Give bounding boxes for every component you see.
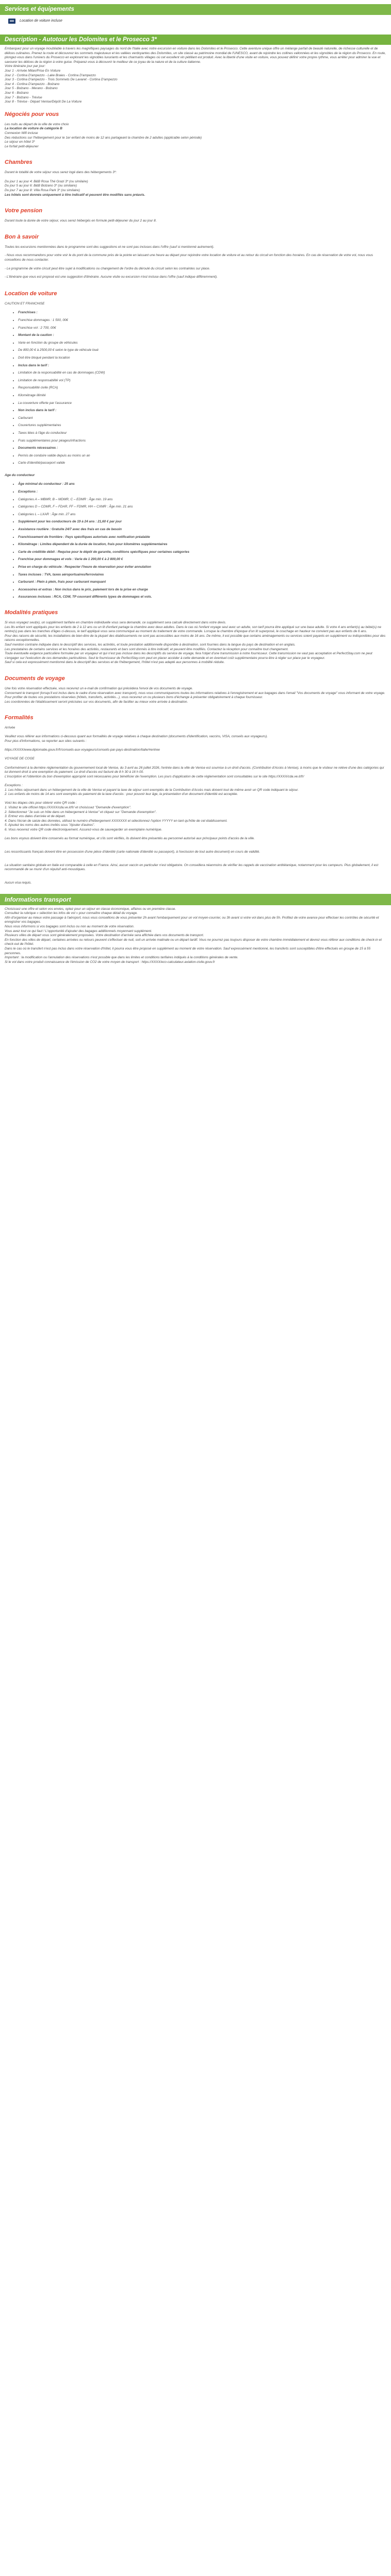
driver-age-item: • Assistance routière : Gratuite 24/7 avec des frais en cas de besoin	[18, 528, 386, 532]
itinerary-day: Jour 4 - Cortina D'ampezzo - Bolzano	[5, 82, 60, 86]
itinerary-day: Jour 5 - Bolzano - Merano - Bolzano	[5, 87, 58, 91]
room-item: Du jour 5 au jour 6: B&B Bolzano 3* (ou similaire)	[5, 184, 77, 188]
driver-age-title: Age du conducteur	[5, 473, 35, 477]
driver-age-item: • Carburant : Plein à plein, frais pour carburant manquant	[18, 580, 386, 585]
car-rental-item: • Varie en fonction du groupe de véhicules	[18, 341, 386, 346]
driver-age-item: • Kilométrage : Limites dépendent de la durée de location, frais pour kilomètres supplémentaires	[18, 543, 386, 547]
car-rental-item: • Montant de la caution :	[18, 333, 386, 338]
itinerary-day: Jour 2 - Cortina D'ampezzo - Lake Braies - Cortina D'ampezzo	[5, 73, 96, 77]
negotiated-item: Le forfait petit-déjeuner	[5, 144, 39, 148]
practical-title: Modalités pratiques	[5, 609, 58, 616]
car-rental-subtitle: CAUTION ET FRANCHISE	[5, 301, 45, 306]
pension-text: Durant toute la durée de votre séjour, vous serez hébergés en formule petit-déjeuner du jour 2 au jour 8.	[5, 219, 157, 223]
documents-title: Documents de voyage	[5, 675, 65, 682]
transport-body	[0, 905, 391, 970]
car-rental-item: • Documents nécessaires :	[18, 446, 386, 451]
car-rental-item: • Permis de conduire valide depuis au moins un an	[18, 454, 386, 459]
driver-age-item: • Âge minimal du conducteur : 25 ans	[18, 482, 386, 487]
driver-age-item: • Catégories D – CDMR, F – FDAR, FF – FDMR, HH – CXMR : Âge min. 21 ans	[18, 505, 386, 510]
car-rental-item: • Limitation de responsabilité vol (TP)	[18, 379, 386, 383]
driver-age-item: • Catégories A – MBMR, B – MDMR, C – EDMR : Âge min. 19 ans	[18, 498, 386, 502]
negotiated-title: Négociés pour vous	[5, 111, 59, 117]
description-header	[0, 35, 391, 45]
itinerary-day: Jour 7 - Bolzano - Trévise	[5, 95, 42, 99]
itinerary-title: Votre itinéraire jour par jour:	[5, 64, 45, 69]
car-rental-item: • Franchises :	[18, 311, 386, 315]
car-rental-item: • Carte d'identité/passeport valide	[18, 461, 386, 466]
car-rental-item: • La couverture offerte par l'assurance	[18, 401, 386, 406]
transport-title: Informations transport	[5, 895, 71, 903]
description-title: Description - Autotour les Dolomites et le Prosecco 3*	[5, 37, 157, 43]
description-body	[0, 45, 391, 891]
driver-age-item: • Carte de crédit/de débit : Requise pour le dépôt de garantie, conditions spécifiques pour certaines catégories	[18, 550, 386, 555]
page	[0, 0, 391, 970]
services-title: Services et équipements	[5, 6, 74, 12]
formalities-title: Formalités	[5, 715, 34, 721]
car-icon	[8, 19, 15, 24]
car-rental-item: • Kilométrage illimité	[18, 394, 386, 398]
driver-age-list	[5, 482, 386, 600]
driver-age-item: • Taxes incluses : TVA, taxes aéroportuaires/ferroviaires	[18, 573, 386, 578]
transport-text: Choisissez une offre et selon vos envies, optez pour un séjour en classe économique, affaires ou en première classe. Consultez la rubrique « sélection les infos de vol » pour connaître chaque détail du voyage. Afin d'organiser au mieux votre passage à l'aéroport, nous vous conseillons de vous présenter 2h avant l'embarquement pour un vol moyen-courrier, ou 3h avant si votre vol dans plus de 5h. Profitez de votre avance pour effectuer les contrôles de sécurité et enregistrer vos bagages. Nous vous informons si vos bagages sont inclus ou non au moment de votre réservation. Vous avez tout ce qui faut ! L'opportunité d'ajouter des bagages additionnels moyennant supplément. Plusieurs villes de départ vous sont généralement proposées. Votre destination d'arrivée sera affichée dans vos documents de transport. En fonction des villes de départ, certaines arrivées ou retours peuvent s'effectuer de nuit, soit un arrivée matinale ou un départ tardif. Vous ne pourrez pas toujours disposer de votre chambre immédiatement et devrez vous référer aux conditions de check-in et check-out de l'hôtel. Dans le cas où le transfert n'est pas inclus dans votre réservation d'hôtel, il pourra vous être proposé en supplément au moment de votre réservation. Sauf expressément mentionné, les transferts sont susceptibles d'être effectués en groupe de 15 à 55 personnes. Important : la modification ou l'annulation des réservations n'est possible que dans les limites et conditions tarifaires indiqués à la conditions générales de vente. Si le vol dans votre produit connaissance de l'émission de CO2 de votre moyen de transport : https://XXXX/eco-calculateur.aviation-civile.gouv.fr	[5, 907, 382, 964]
good-to-know-item: - Le programme de votre circuit peut être sujet à modifications ou changement de l'ordre du déroulé du circuit selon les contraintes sur place.	[5, 266, 210, 270]
driver-age-item: • Prise en charge du véhicule : Respecter l'heure de réservation pour éviter annulation	[18, 565, 386, 570]
car-rental-list	[5, 311, 386, 465]
services-item	[0, 15, 391, 27]
documents-text: Une fois votre réservation effectuée, vous recevrez un e-mail de confirmation qui précédera l'envoi de vos documents de voyage. Concernant le transport (lorsqu'il est inclus dans le cadre d'une réservation avec transport), nous vous communiquerons toutes les informations relatives à l'enregistrement et aux bagages dans l'email "Vos documents de voyage" vous informant de votre voyage. Pour profiter de toutes vos prestations réservées (hôtels, transferts, activités...), vous recevrez un ou plusieurs bons d'échange à présenter obligatoirement à chaque fournisseur. Les coordonnées de l'établissement seront précisées sur vos documents, afin de faciliter au mieux votre arrivée à destination.	[5, 686, 385, 704]
services-header	[0, 4, 391, 15]
negotiated-list	[5, 123, 386, 149]
negotiated-item: Les nuits au départ de la ville de votre choix	[5, 122, 69, 126]
rooms-title: Chambres	[5, 159, 32, 166]
rooms-note: Les hôtels sont donnés uniquement à titre indicatif et peuvent être modifiés sans préavis.	[5, 193, 145, 197]
car-rental-item: • Doit être bloqué pendant la location	[18, 356, 386, 361]
itinerary-list	[5, 69, 386, 105]
negotiated-item: Des réductions sur l'hébergement pour le 1er enfant de moins de 12 ans partageant la chambre de 2 adultes (applicable selon période)	[5, 135, 202, 140]
services-item-label: Location de voiture incluse	[20, 19, 62, 23]
good-to-know-item: - L'itinéraire que vous est proposé est une suggestion d'itinéraire. Aucune visite ou excursion n'est incluse dans l'offre (sauf indique différemment).	[5, 275, 218, 279]
itinerary-day: Jour 1 - Arrivée Milan/Prise En Voiture	[5, 69, 61, 73]
intro-paragraph: Embarquez pour un voyage inoubliable à travers les magnifiques paysages du nord de l'Italie avec notre excursion en voiture dans les Dolomites et le Prosecco. Cette aventure unique offre un mélange parfait de beauté naturelle, de richesse culturelle et de délices culinaires. Prenez la route et découvrez les sommets majestueux et les vallées verdoyantes des Dolomites, un site classé au patrimoine mondial de l'UNESCO, avant de rejoindre les collines vallonnées et les vignobles de la région du Prosecco. En route, plongez-vous dans l'univers du Prosecco en explorant les vignobles luxuriants et les charmants villages où cet excellent vin pétillant est produit. Avec la liberté d'une visite en voiture, vous pouvez définir votre propre rythme, vous arrêter pour admirer la vue et savourer les délices de la région à votre guise. Préparez-vous à découvrir le meilleur de ce joyau de la nature et de la culture italienne.	[5, 47, 386, 64]
good-to-know-list	[5, 245, 386, 280]
car-rental-item: • De 800,00 € à 2500,00 € selon le type de véhicule loué	[18, 348, 386, 353]
negotiated-item: Connexion Wifi incluse	[5, 131, 38, 135]
car-rental-item: • Inclus dans le tarif :	[18, 364, 386, 368]
good-to-know-title: Bon à savoir	[5, 233, 39, 240]
car-rental-item: • Taxes liées à l'âge du conducteur	[18, 431, 386, 436]
driver-age-item: • Franchissement de frontière : Pays spécifiques autorisés avec notification préalable	[18, 535, 386, 540]
driver-age-item: • Accessoires et extras : Non inclus dans le prix, paiement lors de la prise en charge	[18, 588, 386, 592]
driver-age-item: • Catégories L – LXAR : Âge min. 27 ans	[18, 513, 386, 517]
transport-header	[0, 894, 391, 905]
car-rental-item: • Couvertures supplémentaires	[18, 423, 386, 428]
itinerary-day: Jour 8 - Trévise - Départ Venise/Dépôt De La Voiture	[5, 100, 82, 104]
car-rental-item: • Carburant	[18, 416, 386, 421]
rooms-list	[5, 180, 386, 193]
pension-title: Votre pension	[5, 208, 42, 214]
car-rental-item: • Franchise vol : 2 700, 00€	[18, 326, 386, 331]
car-rental-item: • Limitation de la responsabilité en cas de dommages (CDW)	[18, 371, 386, 376]
negotiated-item: Le séjour en hôtel 3*	[5, 140, 35, 144]
car-rental-item: • Frais supplémentaires pour péages/infractions	[18, 439, 386, 444]
good-to-know-item: Toutes les excursions mentionnées dans le programme sont des suggestions et ne sont pas incluses dans l'offre (sauf si mentionné autrement).	[5, 245, 215, 249]
car-rental-item: • Responsabilité civile (RCA)	[18, 386, 386, 391]
car-rental-item: • Non inclus dans le tarif :	[18, 409, 386, 413]
car-rental-item: • Franchise dommages : 1 500, 00€	[18, 318, 386, 323]
driver-age-item: • Franchise pour dommages et vols : Varie de 1 200,00 € à 2 800,00 €	[18, 557, 386, 562]
driver-age-item: • Supplément pour les conducteurs de 19 à 24 ans : 21,60 € par jour	[18, 520, 386, 524]
negotiated-item: La location de voiture de catégorie B	[5, 127, 62, 131]
driver-age-item: • Assurances incluses : RCA, CDW, TP couvrant différents types de dommages et vols.	[18, 595, 386, 600]
practical-text: Si vous voyagez seul(e), un supplément tarifaire en chambre individuelle vous sera demandé, ce supplément sera calculé directement dans votre devis. Les lits enfant sont appliqués pour les enfants de 2 à 12 ans ou un lit d'enfant partage la chambre avec deux adultes. Dans le cas où l'enfant voyage seul avec un adulte, son tarif pourra être appliqué sur une base adulte. Si votre 4 ans enfant(s) au bébé(s) ne rentre(s) pas dans les tranches d'âges ci-dessus, le tarif appliqué vous sera communiqué au moment du traitement de votre commande. Lorsque la chambre d'époque d'un lit superposé, le couchage en hauteur ne convient pas aux enfants de 6 ans. Pour des raisons de sécurité, les installations de bien-être de la plupart des établissements ne sont pas accessibles aux moins de 16 ans. De même, il est possible que certains aménagements ou services soient payants en supplément ou indisponibles pour des raisons exceptionnelles. Sauf mention contraire indiquée dans le descriptif des services, les activités, et toute prestation additionnelle disponible à destination, sont fournies dans la langue du pays de destination et en anglais. Les prestataires de certains services et les horaires des activités, restaurants et bars sont donnés à titre indicatif, et peuvent être modifiés. Contactez la réception pour connaître tout changement. Toute éventuelle exigence particulière formulée par un voyageur et qui n'est pas incluse dans les descriptifs du service de voyage, fera l'objet d'une transmission à notre fournisseur. Cette transmission ne vaut pas acceptation et PerfectStay.com ne peut s'engager sur l'exécution de ces demandes particulières. Seul le fournisseur de PerfectStay.com peut en placer accéder à cette demande et en éventuel coût supplémentaire pourra être à régler sur place par le voyageur. Sauf si cela est expressément mentionné dans le descriptif des services et de l'hébergement, l'hôtel n'est pas adapté aux personnes à mobilité réduite.	[5, 620, 386, 665]
itinerary-day: Jour 3 - Cortina D'ampezzo - Trois Sommets De Lavaret - Cortina D'ampezzo	[5, 78, 118, 82]
formalities-text: Arrivée Veuillez vous référer aux informations ci-dessous quant aux formalités de voyage relatives à chaque destination (documents d'identification, vaccins, VISA, conseils aux voyageurs). Pour plus d'informations, se reporter aux sites suivants : https://XXXX/www.diplomatie.gouv.fr/fr/conseils-aux-voyageurs/conseils-par-pays-destination/italie/#entree VOYAGE DE COGE Conformément à la dernière réglementation du gouvernement local de Venise, du 3 avril au 26 juillet 2026, l'entrée dans la ville de Venise est soumise à un droit d'accès. (Contribution d'Accès à Venise), à moins que le visiteur ne relève d'une des catégories qui lui donnent droit à une exemption du paiement. Le droit d'accès est facturé de 8 h 30 à 16 h 00. L'inscription et l'obtention du bon d'exemption approprié sont nécessaires pour bénéficier de l'exemption. Les jours d'application de cette réglementation sont consultables sur le site https://XXXX/cda.ve.it/fr/ Exceptions : 1. Les hôtes séjournant dans un hébergement de la ville de Venise et payant la taxe de séjour sont exemptés de la Contribution d'Accès mais doivent tout de même avoir un QR code indiquant le séjour. 2. Les enfants de moins de 14 ans sont exemptés du paiement de la taxe d'accès : pour pouvoir leur âge, la présentation d'un document d'identité est acceptée. Voici les étapes clés pour obtenir votre QR code : 1. Visitez le site officiel https://XXXX/cda.ve.it/fr/ et choisissez "Demande d'exemption". 2. Sélectionnez "Je suis un hôte dans un hébergement à Venise" et cliquez sur "Demande d'exemption". 3. Entrez vos dates d'arrivée et de départ. 4. Dans l'écran de saisie des données, utilisez le numéro d'hébergement XXXXXXX et sélectionnez l'option YYYYY en tant qu'hôte de cet établissement. 5. Ajoutez les noms des autres invités sous "Ajouter d'autres". 6. Vous recevrez votre QR code électroniquement. Assurez-vous de sauvegarder un exemplaire numérique. Les bons voyous doivent être conservés au format numérique, et s'ils sont vérifiés, ils doivent être présentés au personnel autorisé aux principaux points d'accès de la ville. Les ressortissants français doivent être en possession d'une pièce d'identité (carte nationale d'identité ou passeport), à l'exclusion de tout autre document) en cours de validité. La situation sanitaire globale en Italie est comparable à celle en France. Ainsi, aucun vaccin en particulier n'est obligatoire. On conseillera néanmoins de vérifier les rappels de vaccination antitétanique, notamment pour les campeurs. Plus globalement, il est recommandé de se munir d'un répulsif anti-moustiques. Aucun visa requis.	[5, 726, 384, 885]
room-item: Du jour 7 au jour 8: Villa Rosa Park 3* (ou similaire)	[5, 189, 80, 193]
car-rental-title: Location de voiture	[5, 290, 57, 297]
rooms-intro: Durant le totalité de votre séjour vous serez logé dans des hébergements 3*:	[5, 171, 117, 175]
itinerary-day: Jour 6 - Bolzano	[5, 91, 29, 95]
room-item: Du jour 1 au jour 4: B&B Rosa Thé Grazi 3* (ou similaire)	[5, 179, 88, 183]
good-to-know-item: - Nous vous recommandons pour votre voir le du pont de la commune près de la pointe en laissant une heure au départ pour rejoindre votre location de voiture et au retour du circuit en fonction des horaires. En cas de réservation de votre vol, nous vous conseillons de nous contacter.	[5, 253, 373, 262]
driver-age-item: • Exceptions :	[18, 490, 386, 495]
